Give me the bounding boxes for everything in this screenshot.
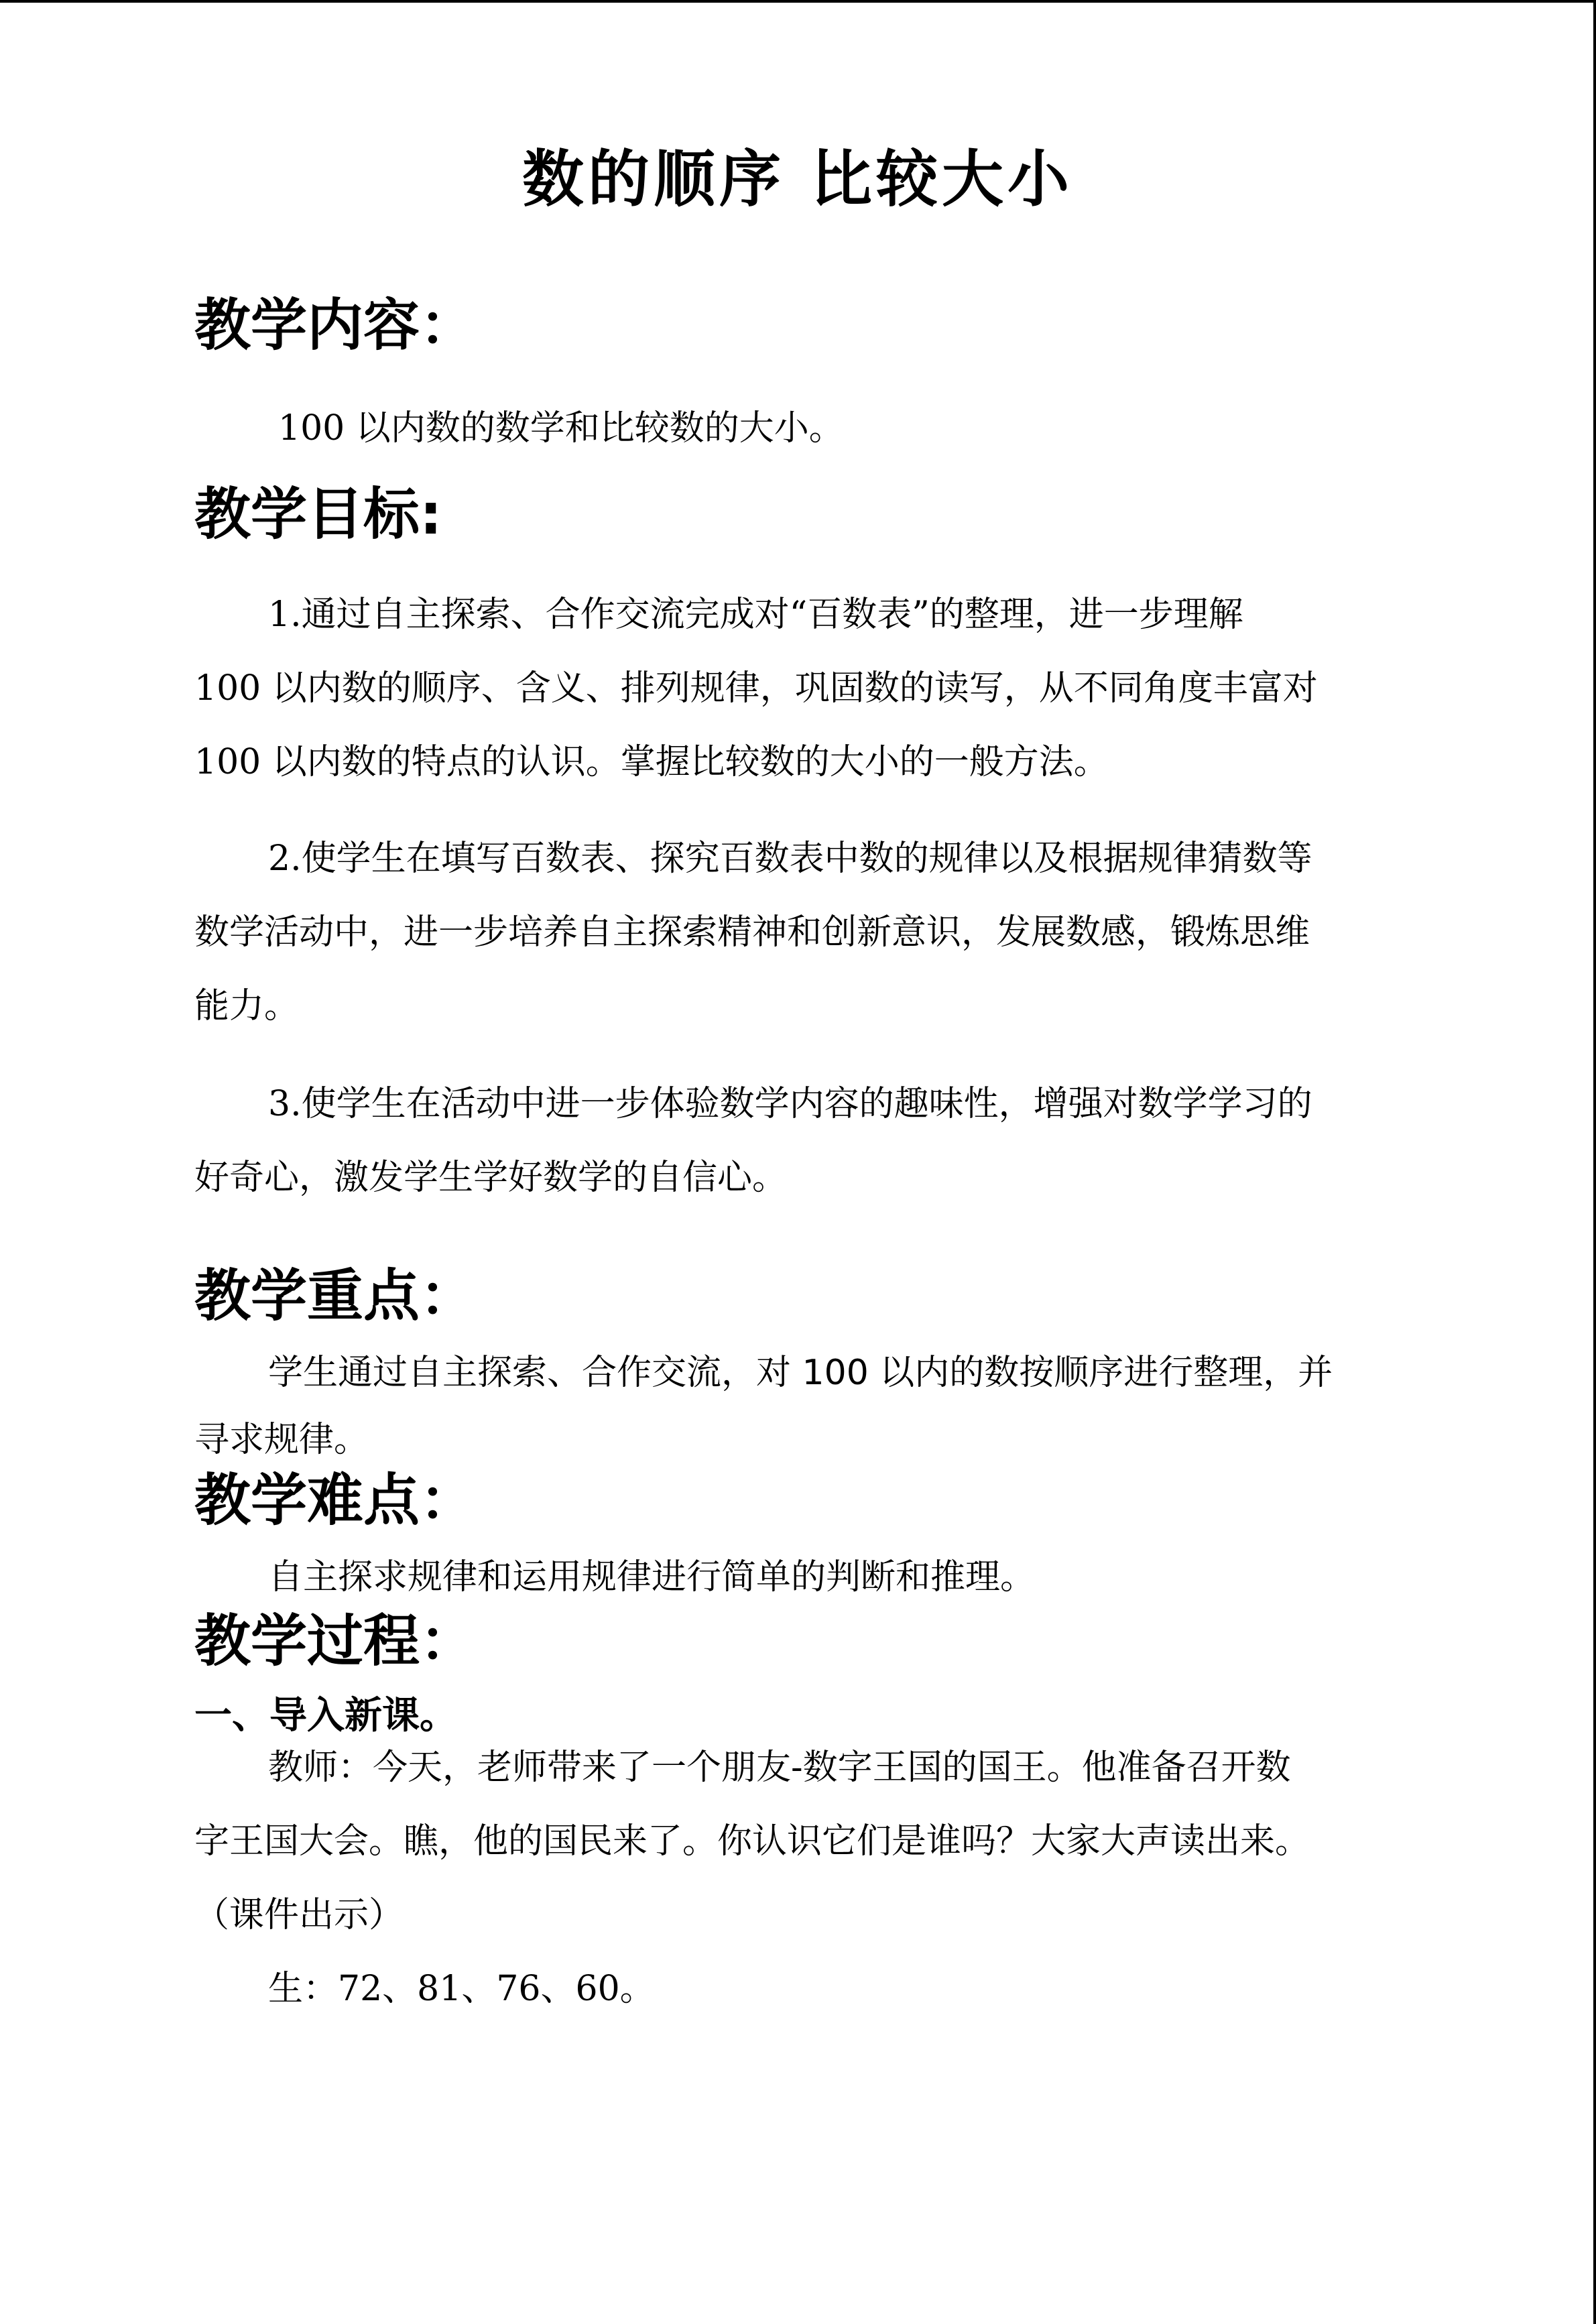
- goal-1-line-1: 1.通过自主探索、合作交流完成对“百数表”的整理，进一步理解: [268, 595, 1243, 635]
- goal-3-line-1: 3.使学生在活动中进一步体验数学内容的趣味性，增强对数学学习的: [268, 1084, 1312, 1124]
- process-step-1-heading: 一、导入新课。: [194, 1694, 457, 1737]
- heading-teaching-content: 教学内容：: [194, 292, 477, 358]
- step-1-line-2: 字王国大会。瞧，他的国民来了。你认识它们是谁吗？大家大声读出来。: [194, 1821, 1310, 1861]
- document-title: 数的顺序 比较大小: [521, 143, 1074, 215]
- goal-item-3: [194, 1067, 1408, 1215]
- goal-2-line-2: 数学活动中，进一步培养自主探索精神和创新意识，发展数感，锻炼思维: [194, 912, 1310, 953]
- step-1-line-1: 教师：今天，老师带来了一个朋友-数字王国的国王。他准备召开数: [268, 1748, 1291, 1788]
- student-answer-line: 生：72、81、76、60。: [268, 1969, 655, 2009]
- goal-3-line-2: 好奇心，激发学生学好数学的自信心。: [194, 1158, 788, 1198]
- difficulties-text: [194, 1540, 1408, 1614]
- teaching-content-text: 100 以内数的数学和比较数的大小。: [278, 408, 844, 448]
- goal-item-2: [194, 822, 1408, 1043]
- goal-2-line-1: 2.使学生在填写百数表、探究百数表中数的规律以及根据规律猜数等: [268, 839, 1312, 879]
- heading-key-points: 教学重点：: [194, 1263, 477, 1329]
- difficulties-line-1: 自主探求规律和运用规律进行简单的判断和推理。: [268, 1557, 1036, 1597]
- goal-2-line-3: 能力。: [194, 986, 300, 1026]
- goal-item-1: [194, 578, 1408, 799]
- goal-1-line-2: 100 以内数的顺序、含义、排列规律，巩固数的读写，从不同角度丰富对: [194, 668, 1318, 709]
- heading-teaching-process: 教学过程：: [194, 1608, 477, 1674]
- key-points-line-2: 寻求规律。: [194, 1420, 369, 1460]
- heading-difficulties: 教学难点：: [194, 1467, 477, 1533]
- step-1-line-3: （课件出示）: [194, 1895, 404, 1935]
- key-points-line-1: 学生通过自主探索、合作交流，对 100 以内的数按顺序进行整理，并: [268, 1353, 1333, 1393]
- heading-teaching-goals: 教学目标:: [194, 481, 442, 547]
- student-answer: [194, 1952, 1408, 2026]
- process-step-1-text: [194, 1731, 1408, 1952]
- goal-1-line-3: 100 以内数的特点的认识。掌握比较数的大小的一般方法。: [194, 742, 1109, 782]
- key-points-text: [194, 1339, 1408, 1473]
